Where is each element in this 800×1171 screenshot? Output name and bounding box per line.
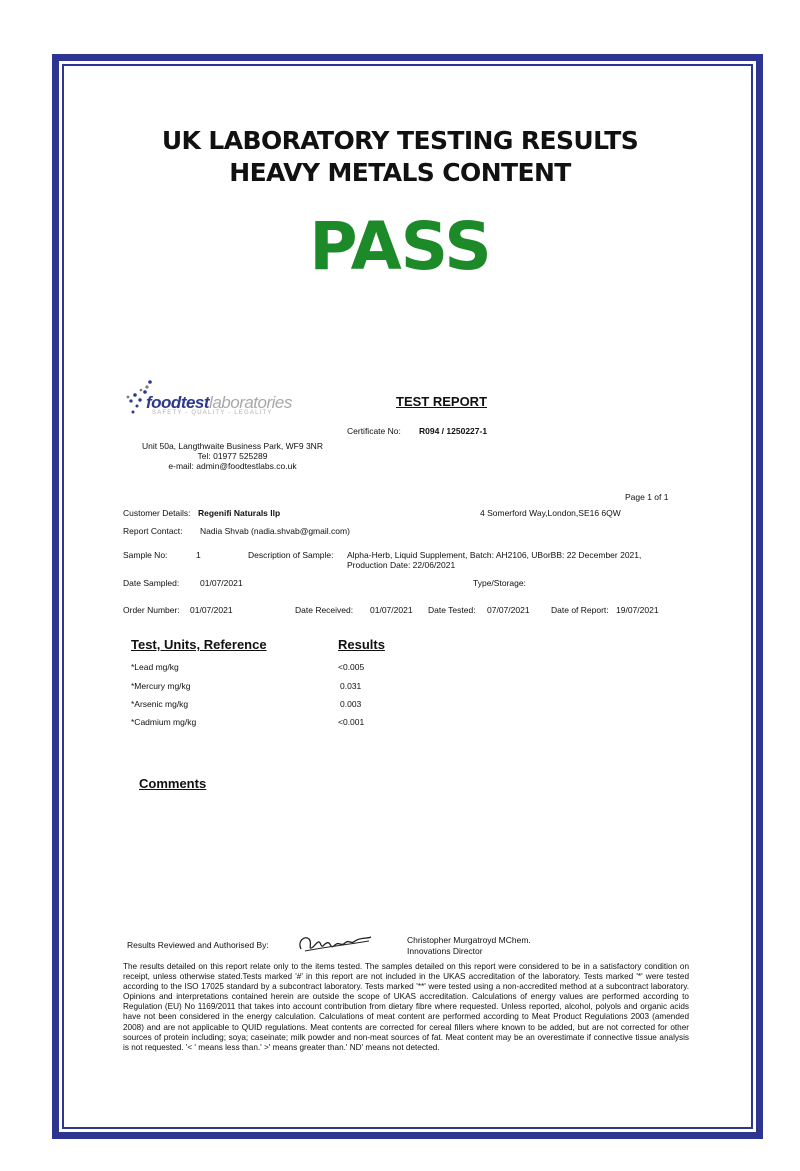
result-value-lead: <0.005 xyxy=(338,662,365,672)
date-received-label: Date Received: xyxy=(295,605,354,615)
page-number: Page 1 of 1 xyxy=(625,492,669,502)
headline-title: UK LABORATORY TESTING RESULTS xyxy=(161,126,639,155)
pass-verdict: PASS xyxy=(309,208,491,285)
comments-heading: Comments xyxy=(139,776,207,791)
certificate-number: R094 / 1250227-1 xyxy=(419,426,488,436)
lab-tel: Tel: 01977 525289 xyxy=(197,451,268,461)
report-title: TEST REPORT xyxy=(396,394,488,409)
report-contact-label: Report Contact: xyxy=(123,526,183,536)
sample-no: 1 xyxy=(196,550,201,560)
headline-subtitle: HEAVY METALS CONTENT xyxy=(229,158,571,187)
lab-email: e-mail: admin@foodtestlabs.co.uk xyxy=(168,461,297,471)
lab-address: Unit 50a, Langthwaite Business Park, WF9 3NR xyxy=(142,441,323,451)
sample-production-date: Production Date: 22/06/2021 xyxy=(347,560,456,570)
customer-address: 4 Somerford Way,London,SE16 6QW xyxy=(480,508,621,518)
sample-no-label: Sample No: xyxy=(123,550,168,560)
results-column-test: Test, Units, Reference xyxy=(131,637,267,652)
result-test-arsenic: *Arsenic mg/kg xyxy=(131,699,189,709)
result-value-arsenic: 0.003 xyxy=(340,699,362,709)
authoriser-role: Innovations Director xyxy=(407,946,483,956)
date-sampled: 01/07/2021 xyxy=(200,578,243,588)
report-contact: Nadia Shvab (nadia.shvab@gmail.com) xyxy=(200,526,350,536)
date-of-report-label: Date of Report: xyxy=(551,605,609,615)
result-value-cadmium: <0.001 xyxy=(338,717,365,727)
certificate-label: Certificate No: xyxy=(347,426,401,436)
authorisation-label: Results Reviewed and Authorised By: xyxy=(127,940,269,950)
sample-description-label: Description of Sample: xyxy=(248,550,334,560)
authoriser-name: Christopher Murgatroyd MChem. xyxy=(407,935,531,945)
order-number: 01/07/2021 xyxy=(190,605,233,615)
order-number-label: Order Number: xyxy=(123,605,180,615)
results-column-results: Results xyxy=(338,637,385,652)
date-tested-label: Date Tested: xyxy=(428,605,476,615)
date-sampled-label: Date Sampled: xyxy=(123,578,180,588)
sample-description: Alpha-Herb, Liquid Supplement, Batch: AH2106, UBorBB: 22 December 2021, xyxy=(347,550,642,560)
date-tested: 07/07/2021 xyxy=(487,605,530,615)
result-test-mercury: *Mercury mg/kg xyxy=(131,681,191,691)
date-of-report: 19/07/2021 xyxy=(616,605,659,615)
date-received: 01/07/2021 xyxy=(370,605,413,615)
disclaimer-text: The results detailed on this report relate only to the items tested. The samples detailed on this report were considered to be in a satisfactory condition on receipt, unless otherwise stated.Tests marked '#' in this report are not included in the UKAS accreditation of the laboratory. Tests marked '*' were tested according to the ISO 17025 standard by a subcontract laboratory. Tests marked '**' were tested using a non-accredited method at a subcontract laboratory. Opinions and interpretations contained herein are outside the scope of UKAS accreditation. Calculations of energy values are performed according to Regulation (EU) No 1169/2011 that takes into account contribution from dietary fibre where requested. Unless reported, alcohol, polyols and organic acids have not been considered in the energy calculation. Calculations of meat content are performed according to Meat Product Regulations 2003 (amended 2008) and are not applicable to QUID regulations. Meat contents are corrected for cereal fillers where known to be added, but are not corrected for other sources of protein including; soya; caseinate; milk powder and non-meat sources of fat. Meat content may be an overestimate if connective tissue analysis is not requested. '< ' means less than.' >' means greater than.' ND' means not detected. xyxy=(123,962,689,1052)
result-value-mercury: 0.031 xyxy=(340,681,362,691)
result-test-lead: *Lead mg/kg xyxy=(131,662,179,672)
customer-details-label: Customer Details: xyxy=(123,508,191,518)
signature-icon xyxy=(295,929,375,957)
type-storage-label: Type/Storage: xyxy=(473,578,526,588)
logo-tagline: SAFETY - QUALITY - LEGALITY xyxy=(152,410,273,416)
result-test-cadmium: *Cadmium mg/kg xyxy=(131,717,197,727)
logo-wordmark: foodtestlaboratories xyxy=(146,393,292,412)
customer-name: Regenifi Naturals llp xyxy=(198,508,281,518)
